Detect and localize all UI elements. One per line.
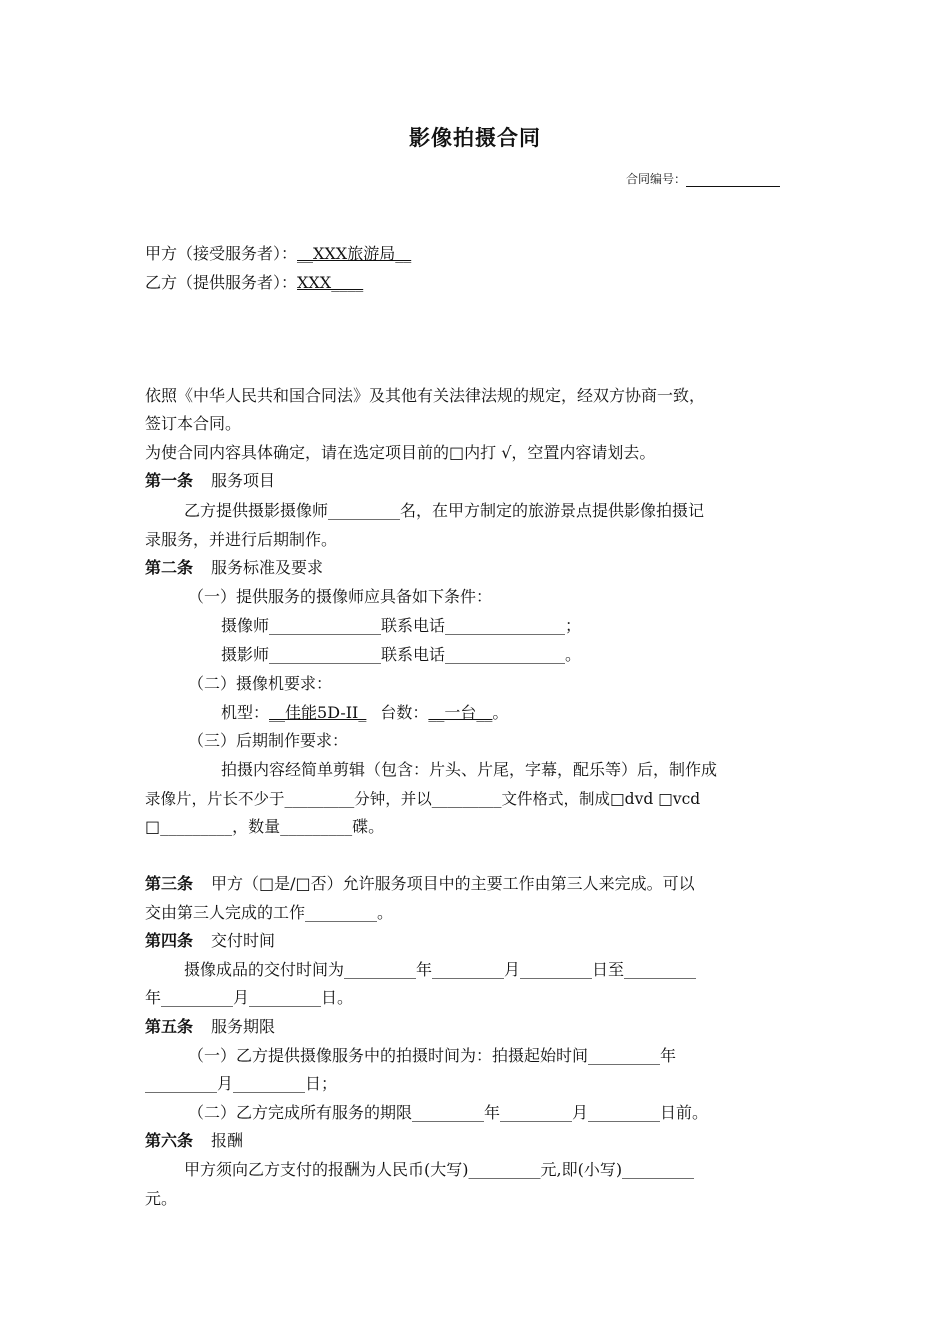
article-4-number: 第四条 [145,931,194,950]
party-b-label: 乙方（提供服务者）： [145,273,298,292]
party-a-label: 甲方（接受服务者）： [145,244,298,263]
party-a-line [145,244,411,264]
article-4-title: 交付时间 [211,931,276,950]
article-5-number: 第五条 [145,1017,194,1036]
preamble-line-2: 签订本合同。 [145,414,242,433]
article-2-videographer-line: 摄像师______________联系电话_______________； [221,616,582,635]
party-b-line [145,273,363,293]
contract-number [626,170,780,187]
article-4-line-1: 摄像成品的交付时间为_________年_________月_________日至_________ [184,960,697,979]
article-2-section-2: （二）摄像机要求： [188,674,333,693]
preamble-line-1: 依照《中华人民共和国合同法》及其他有关法律法规的规定，经双方协商一致， [145,386,706,405]
camera-model-label: 机型： [221,703,270,722]
article-3-line-1 [145,874,695,894]
instruction-line: 为使合同内容具体确定，请在选定项目前的□内打 √，空置内容请划去。 [145,443,656,462]
article-6-line-1: 甲方须向乙方支付的报酬为人民币(大写)_________元,即(小写)_________ [184,1160,695,1179]
article-5-title: 服务期限 [211,1017,276,1036]
article-3-number: 第三条 [145,874,194,893]
camera-qty-label: 台数： [380,703,429,722]
contract-number-blank [686,174,780,187]
article-4-line-2: 年_________月_________日。 [145,988,354,1007]
article-4-heading [145,931,275,951]
article-6-number: 第六条 [145,1131,194,1150]
document-title: 影像拍摄合同 [409,126,541,150]
article-2-section-3-line-1: 拍摄内容经简单剪辑（包含：片头、片尾，字幕，配乐等）后，制作成 [221,760,718,779]
article-2-section-1: （一）提供服务的摄像师应具备如下条件： [188,587,493,606]
party-b-value: XXX____ [297,273,364,292]
article-2-section-3: （三）后期制作要求： [188,731,349,750]
article-3-text: 甲方（□是/□否）允许服务项目中的主要工作由第三人来完成。可以 [211,874,695,893]
article-5-line-1: （一）乙方提供摄像服务中的拍摄时间为：拍摄起始时间_________年 [188,1046,677,1065]
article-2-section-3-line-3: □_________，数量_________碟。 [145,817,385,836]
contract-number-label: 合同编号： [626,172,687,186]
party-a-value: __XXX旅游局__ [297,244,412,263]
article-1-line-2: 录服务，并进行后期制作。 [145,530,338,549]
article-2-heading [145,558,323,578]
article-6-title: 报酬 [211,1131,244,1150]
camera-line-end: 。 [492,703,509,722]
article-1-line-1: 乙方提供摄影摄像师_________名，在甲方制定的旅游景点提供影像拍摄记 [184,501,705,520]
article-5-line-3: （二）乙方完成所有服务的期限_________年_________月_________日前。 [188,1103,709,1122]
article-1-heading [145,471,275,491]
article-1-title: 服务项目 [211,471,276,490]
article-2-number: 第二条 [145,558,194,577]
article-5-line-2: _________月_________日； [145,1074,338,1093]
article-2-camera-line [221,703,508,723]
article-5-heading [145,1017,275,1037]
article-2-section-3-line-2: 录像片，片长不少于_________分钟，并以_________文件格式，制成□dvd □vcd [145,790,701,808]
article-2-title: 服务标准及要求 [211,558,324,577]
camera-model-value: __佳能5D-II_ [269,703,367,722]
article-6-heading [145,1131,243,1151]
article-1-number: 第一条 [145,471,194,490]
article-6-line-2: 元。 [145,1189,178,1208]
article-2-photographer-line: 摄影师______________联系电话_______________。 [221,645,582,664]
camera-qty-value: __一台__ [428,703,493,722]
article-3-line-2: 交由第三人完成的工作_________。 [145,903,394,922]
